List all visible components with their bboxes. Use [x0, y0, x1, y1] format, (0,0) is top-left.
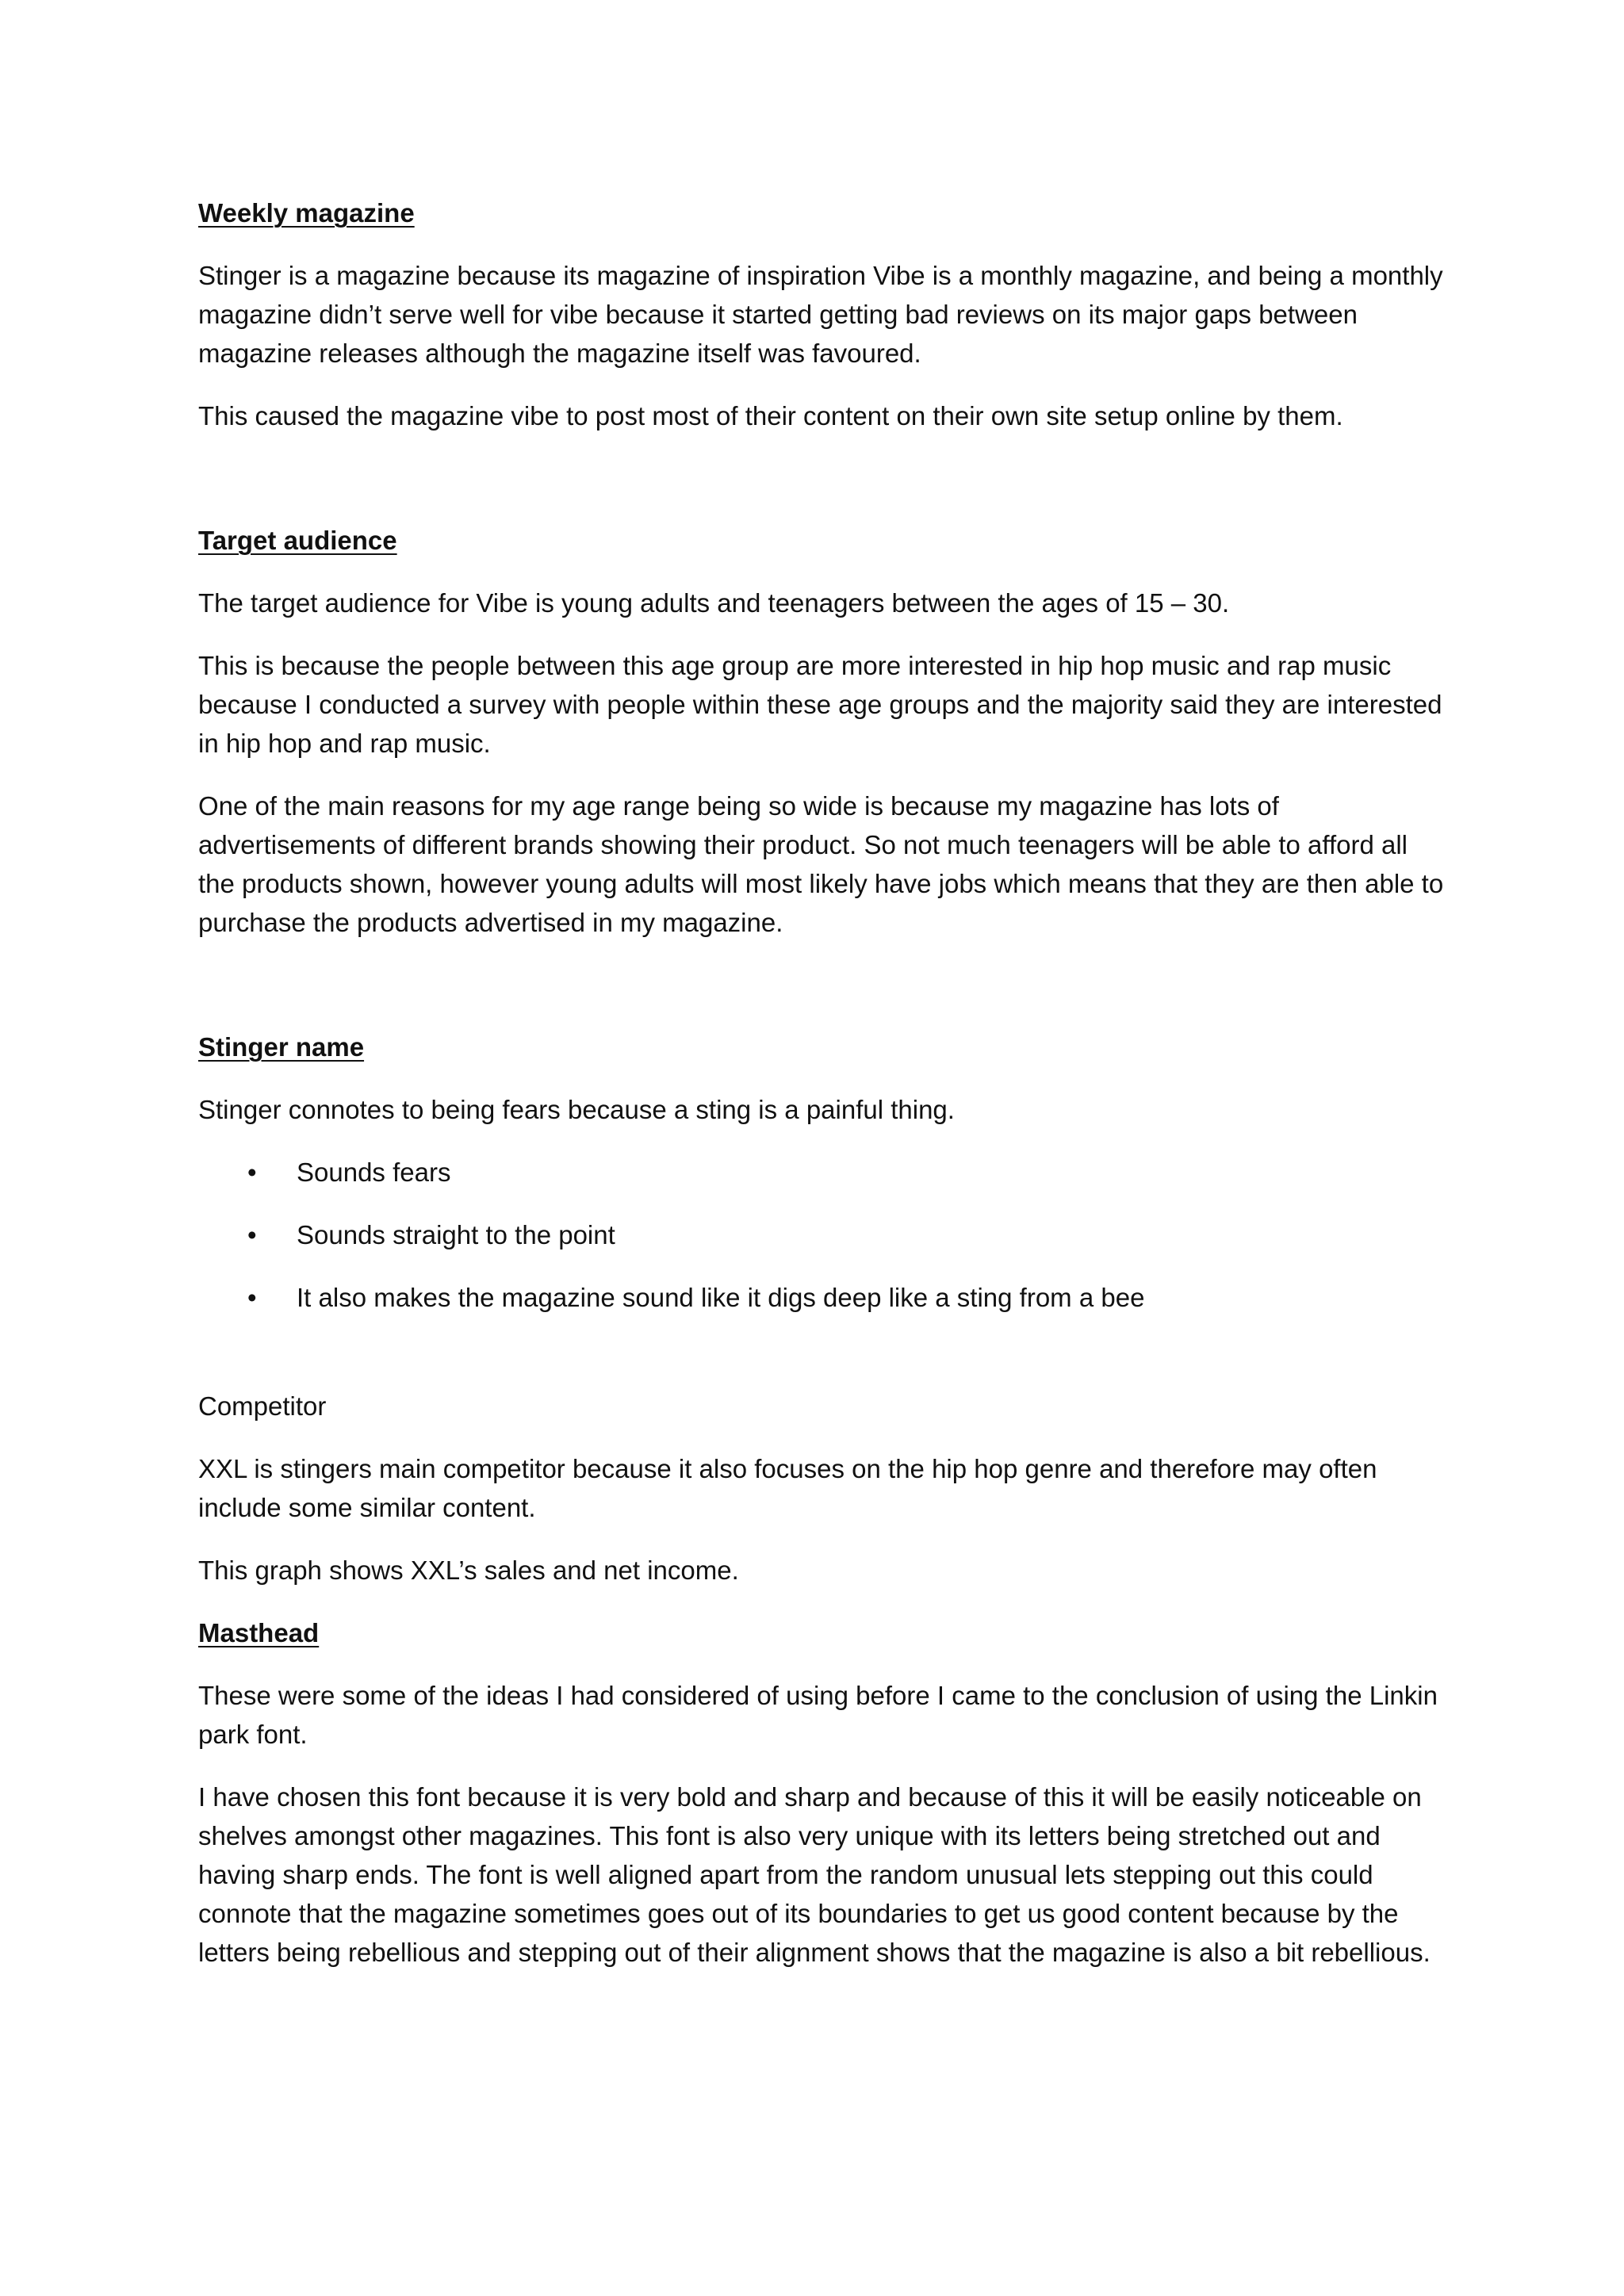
- target-audience-heading: Target audience: [198, 526, 397, 555]
- stinger-name-heading: Stinger name: [198, 1032, 365, 1062]
- bullet-icon: •: [247, 1283, 257, 1312]
- weekly-paragraph-1: Stinger is a magazine because its magazine of inspiration Vibe is a monthly magazine, and being a monthly magazine didn’t serve well for vibe because it started getting bad reviews on its major gaps between magazine releases although the magazine itself was favoured.: [198, 261, 1443, 368]
- target-paragraph-3: One of the main reasons for my age range being so wide is because my magazine has lots of advertisements of different brands showing their product. So not much teenagers will be able to afford all the products shown, however young adults will most likely have jobs which means that they are then able to purchase the products advertised in my magazine.: [198, 791, 1444, 937]
- target-paragraph-1: The target audience for Vibe is young adults and teenagers between the ages of 15 – 30.: [198, 588, 1230, 618]
- stinger-paragraph-1: Stinger connotes to being fears because a sting is a painful thing.: [198, 1095, 955, 1124]
- weekly-paragraph-2: This caused the magazine vibe to post most of their content on their own site setup online by them.: [198, 401, 1343, 430]
- list-item-text: Sounds fears: [297, 1158, 451, 1187]
- stinger-bullet-list: [198, 1153, 1451, 1317]
- weekly-magazine-heading: Weekly magazine: [198, 198, 415, 228]
- spacer: [198, 1341, 1451, 1387]
- spacer: [198, 966, 1451, 1027]
- list-item: [198, 1153, 1451, 1192]
- masthead-paragraph-1: These were some of the ideas I had considered of using before I came to the conclusion of using the Linkin park font.: [198, 1681, 1438, 1749]
- list-item-text: Sounds straight to the point: [297, 1220, 615, 1249]
- bullet-icon: •: [247, 1220, 257, 1249]
- masthead-heading: Masthead: [198, 1618, 320, 1647]
- target-paragraph-2: This is because the people between this age group are more interested in hip hop music and rap music because I conducted a survey with people within these age groups and the majority said they are interested in hip hop and rap music.: [198, 651, 1442, 758]
- list-item: [198, 1215, 1451, 1254]
- competitor-heading: Competitor: [198, 1391, 327, 1421]
- spacer: [198, 459, 1451, 521]
- list-item-text: It also makes the magazine sound like it digs deep like a sting from a bee: [297, 1283, 1145, 1312]
- competitor-paragraph-1: XXL is stingers main competitor because it also focuses on the hip hop genre and therefore may often include some similar content.: [198, 1454, 1377, 1522]
- bullet-icon: •: [247, 1158, 257, 1187]
- list-item: [198, 1278, 1451, 1317]
- competitor-paragraph-2: This graph shows XXL’s sales and net income.: [198, 1556, 739, 1585]
- masthead-paragraph-2: I have chosen this font because it is very bold and sharp and because of this it will be easily noticeable on shelves amongst other magazines. This font is also very unique with its letters being stretched out and having sharp ends. The font is well aligned apart from the random unusual lets stepping out this could connote that the magazine sometimes goes out of its boundaries to get us good content because by the letters being rebellious and stepping out of their alignment shows that the magazine is also a bit rebellious.: [198, 1782, 1431, 1967]
- document-body: [198, 193, 1451, 1996]
